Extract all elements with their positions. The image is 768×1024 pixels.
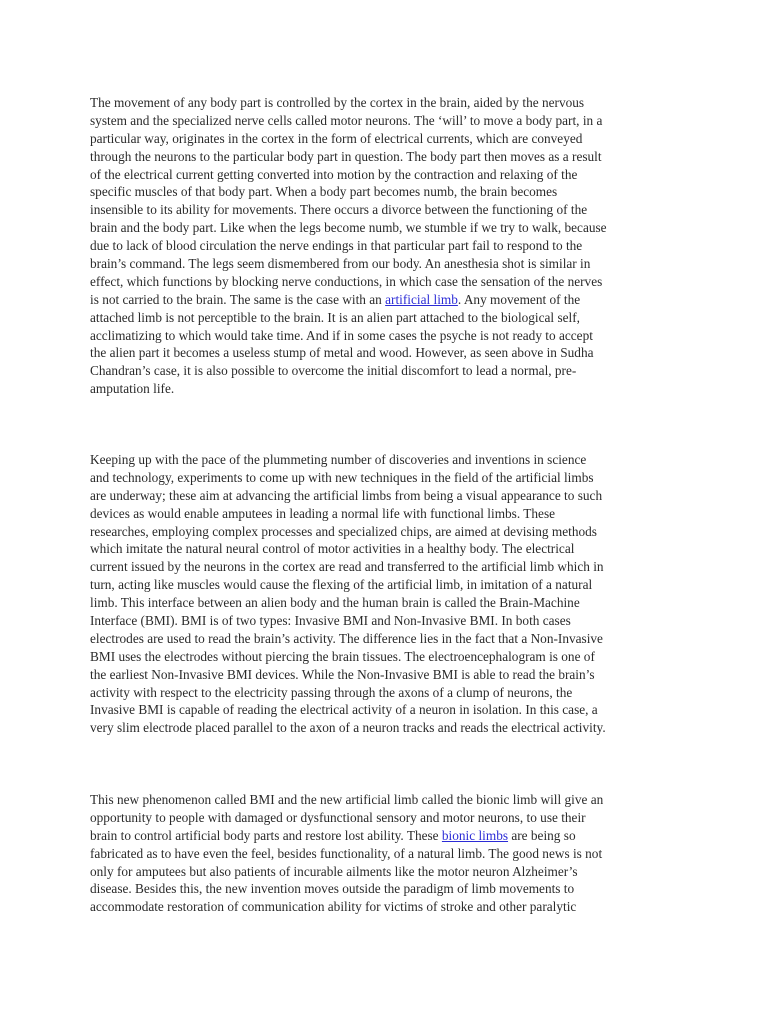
text-line — [90, 94, 690, 112]
text-line — [90, 880, 690, 898]
text-line — [90, 344, 690, 362]
text-line — [90, 183, 690, 201]
text-line — [90, 809, 690, 827]
text-line — [90, 666, 690, 684]
text-segment: attached limb is not perceptible to the brain. It is an alien part attached to the biological self, — [90, 309, 580, 325]
text-line — [90, 827, 690, 845]
text-line — [90, 719, 690, 737]
text-line — [90, 648, 690, 666]
text-segment: electrodes are used to read the brain’s activity. The difference lies in the fact that a Non-Invasive — [90, 630, 603, 646]
text-line — [90, 255, 690, 273]
text-line — [90, 540, 690, 558]
text-segment: acclimatizing to which would take time. And if in some cases the psyche is not ready to accept — [90, 327, 593, 343]
text-segment: activity with respect to the electricity passing through the axons of a clump of neurons, the — [90, 684, 573, 700]
text-segment: are being so — [508, 827, 576, 843]
text-segment: devices as would enable amputees in leading a normal life with functional limbs. These — [90, 505, 556, 521]
text-segment: effect, which functions by blocking nerve conductions, in which case the sensation of the nerves — [90, 273, 603, 289]
inline-link[interactable]: artificial limb — [385, 291, 458, 307]
inline-link[interactable]: bionic limbs — [441, 827, 509, 843]
text-segment: the alien part it becomes a useless stump of metal and wood. However, as seen above in Sudha — [90, 345, 594, 361]
text-line — [90, 845, 690, 863]
text-line — [90, 309, 690, 327]
text-segment: system and the specialized nerve cells called motor neurons. The ‘will’ to move a body part, in a — [90, 112, 603, 128]
text-segment: researches, employing complex processes and specialized chips, are aimed at devising methods — [90, 523, 597, 539]
text-segment: particular way, originates in the cortex in the form of electrical currents, which are conveyed — [90, 130, 583, 146]
text-segment: due to lack of blood circulation the nerve endings in that particular part fail to respond to the — [90, 238, 583, 254]
text-segment: This new phenomenon called BMI and the new artificial limb called the bionic limb will give an — [90, 792, 604, 807]
text-segment: Interface (BMI). BMI is of two types: Invasive BMI and Non-Invasive BMI. In both cases — [90, 613, 571, 629]
text-segment: amputation life. — [90, 381, 175, 397]
text-line — [90, 523, 690, 541]
text-segment: . Any movement of the — [457, 291, 581, 307]
text-segment: brain’s command. The legs seem dismembered from our body. An anesthesia shot is similar in — [90, 256, 591, 272]
text-line — [90, 684, 690, 702]
text-segment: BMI uses the electrodes without piercing the brain tissues. The electroencephalogram is one of — [90, 648, 595, 664]
paragraph-2 — [90, 451, 690, 737]
text-segment: fabricated as to have even the feel, besides functionality, of a natural limb. The good news is not — [90, 845, 603, 861]
text-segment: Chandran’s case, it is also possible to overcome the initial discomfort to lead a normal, pre- — [90, 363, 577, 379]
text-segment: through the neurons to the particular body part in question. The body part then moves as a result — [90, 148, 602, 164]
text-line — [90, 273, 690, 291]
text-line — [90, 469, 690, 487]
text-segment: and technology, experiments to come up with new techniques in the field of the artificial limbs — [90, 469, 594, 485]
text-line — [90, 505, 690, 523]
text-line — [90, 576, 690, 594]
text-segment: which imitate the natural neural control of motor activities in a healthy body. The electrical — [90, 541, 575, 557]
text-line — [90, 594, 690, 612]
text-segment: the earliest Non-Invasive BMI devices. While the Non-Invasive BMI is able to read the brain’s — [90, 666, 595, 682]
text-segment: of the electrical current getting converted into motion by the contraction and relaxing of the — [90, 166, 578, 182]
text-segment: turn, acting like muscles would cause the flexing of the artificial limb, in imitation of a natural — [90, 577, 593, 593]
text-line — [90, 558, 690, 576]
text-segment: insensible to its ability for movements. There occurs a divorce between the functioning of the — [90, 202, 588, 218]
text-line — [90, 451, 690, 469]
text-line — [90, 863, 690, 881]
text-line — [90, 237, 690, 255]
text-segment: very slim electrode placed parallel to the axon of a neuron tracks and reads the electrical activity. — [90, 720, 606, 736]
text-segment: limb. This interface between an alien body and the human brain is called the Brain-Machine — [90, 595, 580, 611]
text-line — [90, 291, 690, 309]
text-line — [90, 201, 690, 219]
text-segment: specific muscles of that body part. When a body part becomes numb, the brain becomes — [90, 184, 558, 200]
text-line — [90, 701, 690, 719]
text-segment: disease. Besides this, the new invention moves outside the paradigm of limb movements to — [90, 881, 575, 897]
text-segment: brain and the body part. Like when the legs become numb, we stumble if we try to walk, because — [90, 220, 607, 236]
text-segment: Keeping up with the pace of the plummeting number of discoveries and inventions in science — [90, 452, 587, 467]
text-line — [90, 219, 690, 237]
text-line — [90, 898, 690, 916]
text-line — [90, 630, 690, 648]
text-line — [90, 327, 690, 345]
text-segment: are underway; these aim at advancing the artificial limbs from being a visual appearance to such — [90, 487, 603, 503]
text-segment: only for amputees but also patients of incurable ailments like the motor neuron Alzheimer’s — [90, 863, 578, 879]
text-segment: The movement of any body part is controlled by the cortex in the brain, aided by the nervous — [90, 95, 585, 110]
text-line — [90, 791, 690, 809]
text-line — [90, 487, 690, 505]
text-line — [90, 130, 690, 148]
text-line — [90, 166, 690, 184]
text-segment: current issued by the neurons in the cortex are read and transferred to the artificial limb which in — [90, 559, 604, 575]
text-line — [90, 112, 690, 130]
paragraph-3 — [90, 791, 690, 916]
text-segment: Invasive BMI is capable of reading the electrical activity of a neuron in isolation. In this case, a — [90, 702, 598, 718]
text-segment: accommodate restoration of communication ability for victims of stroke and other paralytic — [90, 899, 577, 915]
text-line — [90, 362, 690, 380]
text-line — [90, 612, 690, 630]
text-segment: brain to control artificial body parts and restore lost ability. These — [90, 827, 442, 843]
text-segment: opportunity to people with damaged or dysfunctional sensory and motor neurons, to use their — [90, 809, 586, 825]
paragraph-1 — [90, 94, 690, 398]
text-line — [90, 380, 690, 398]
text-segment: is not carried to the brain. The same is the case with an — [90, 291, 386, 307]
text-line — [90, 148, 690, 166]
